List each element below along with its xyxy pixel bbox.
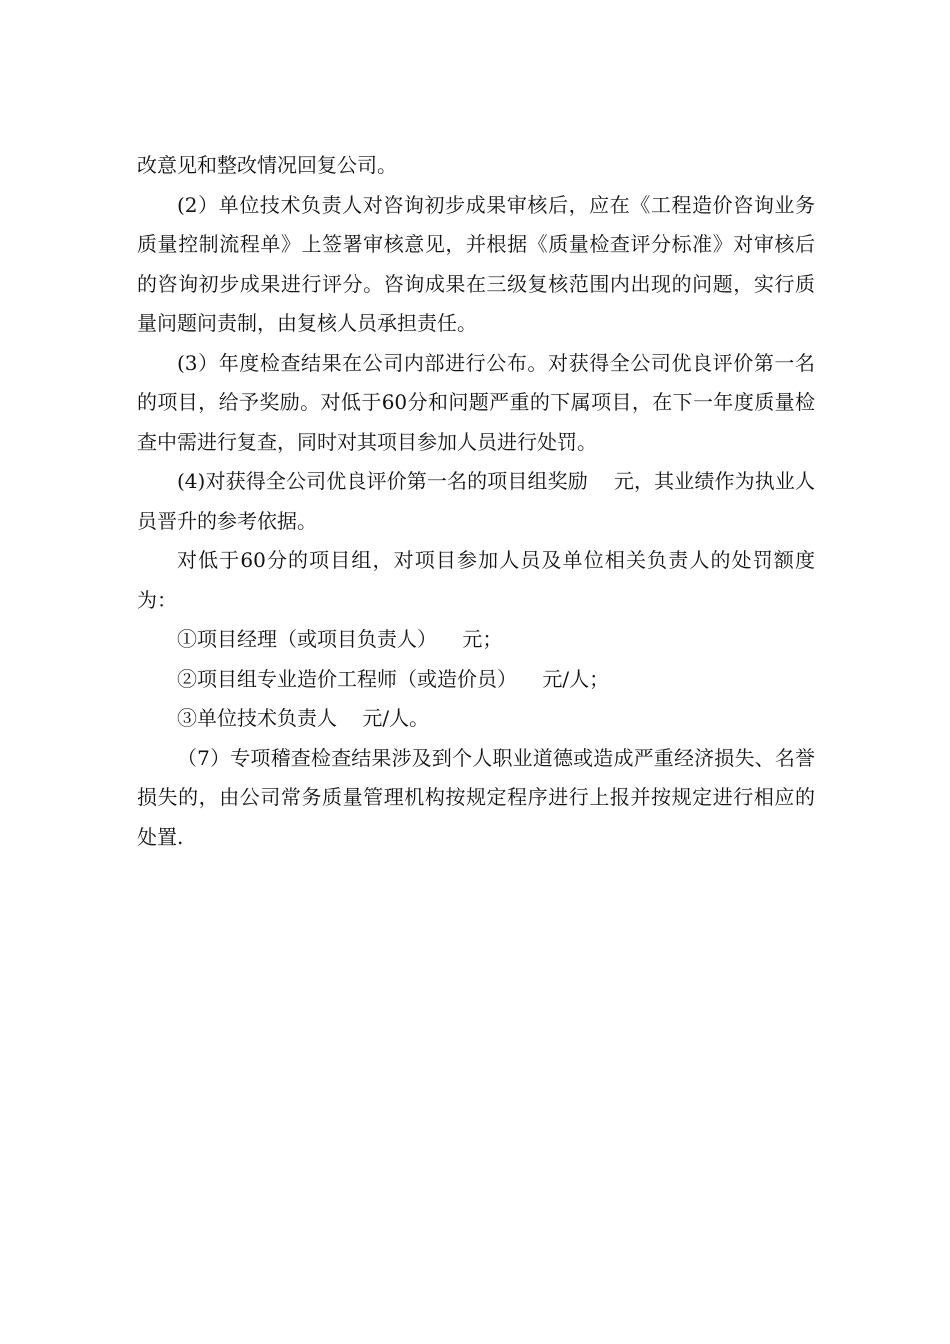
paragraph-continuation: 改意见和整改情况回复公司。 bbox=[137, 153, 397, 177]
list-item-project-manager: ①项目经理（或项目负责人） 元； bbox=[177, 627, 503, 651]
paragraph-item-2: (2）单位技术负责人对咨询初步成果审核后，应在《工程造价咨询业务质量控制流程单》上签署审核意见，并根据《质量检查评分标准》对审核后的咨询初步成果进行评分。咨询成果在三级复核范围内出现的问题，实行质量问题问责制，由复核人员承担责任。 bbox=[137, 192, 815, 335]
paragraph-item-4: (4)对获得全公司优良评价第一名的项目组奖励 元，其业绩作为执业人员晋升的参考依据。 bbox=[137, 469, 815, 533]
list-item-cost-engineer: ②项目组专业造价工程师（或造价员） 元/人； bbox=[177, 666, 610, 691]
paragraph-item-7: （7）专项稽查检查结果涉及到个人职业道德或造成严重经济损失、名誉损失的，由公司常务质量管理机构按规定程序进行上报并按规定进行相应的处置. bbox=[137, 745, 815, 849]
list-item-technical-lead: ③单位技术负责人 元/人。 bbox=[177, 706, 430, 730]
paragraph-penalty-intro: 对低于60分的项目组，对项目参加人员及单位相关负责人的处罚额度为： bbox=[137, 548, 815, 612]
document-body bbox=[137, 146, 815, 857]
paragraph-item-3: (3）年度检查结果在公司内部进行公布。对获得全公司优良评价第一名的项目，给予奖励。对低于60分和问题严重的下属项目，在下一年度质量检查中需进行复查，同时对其项目参加人员进行处罚。 bbox=[137, 350, 815, 454]
